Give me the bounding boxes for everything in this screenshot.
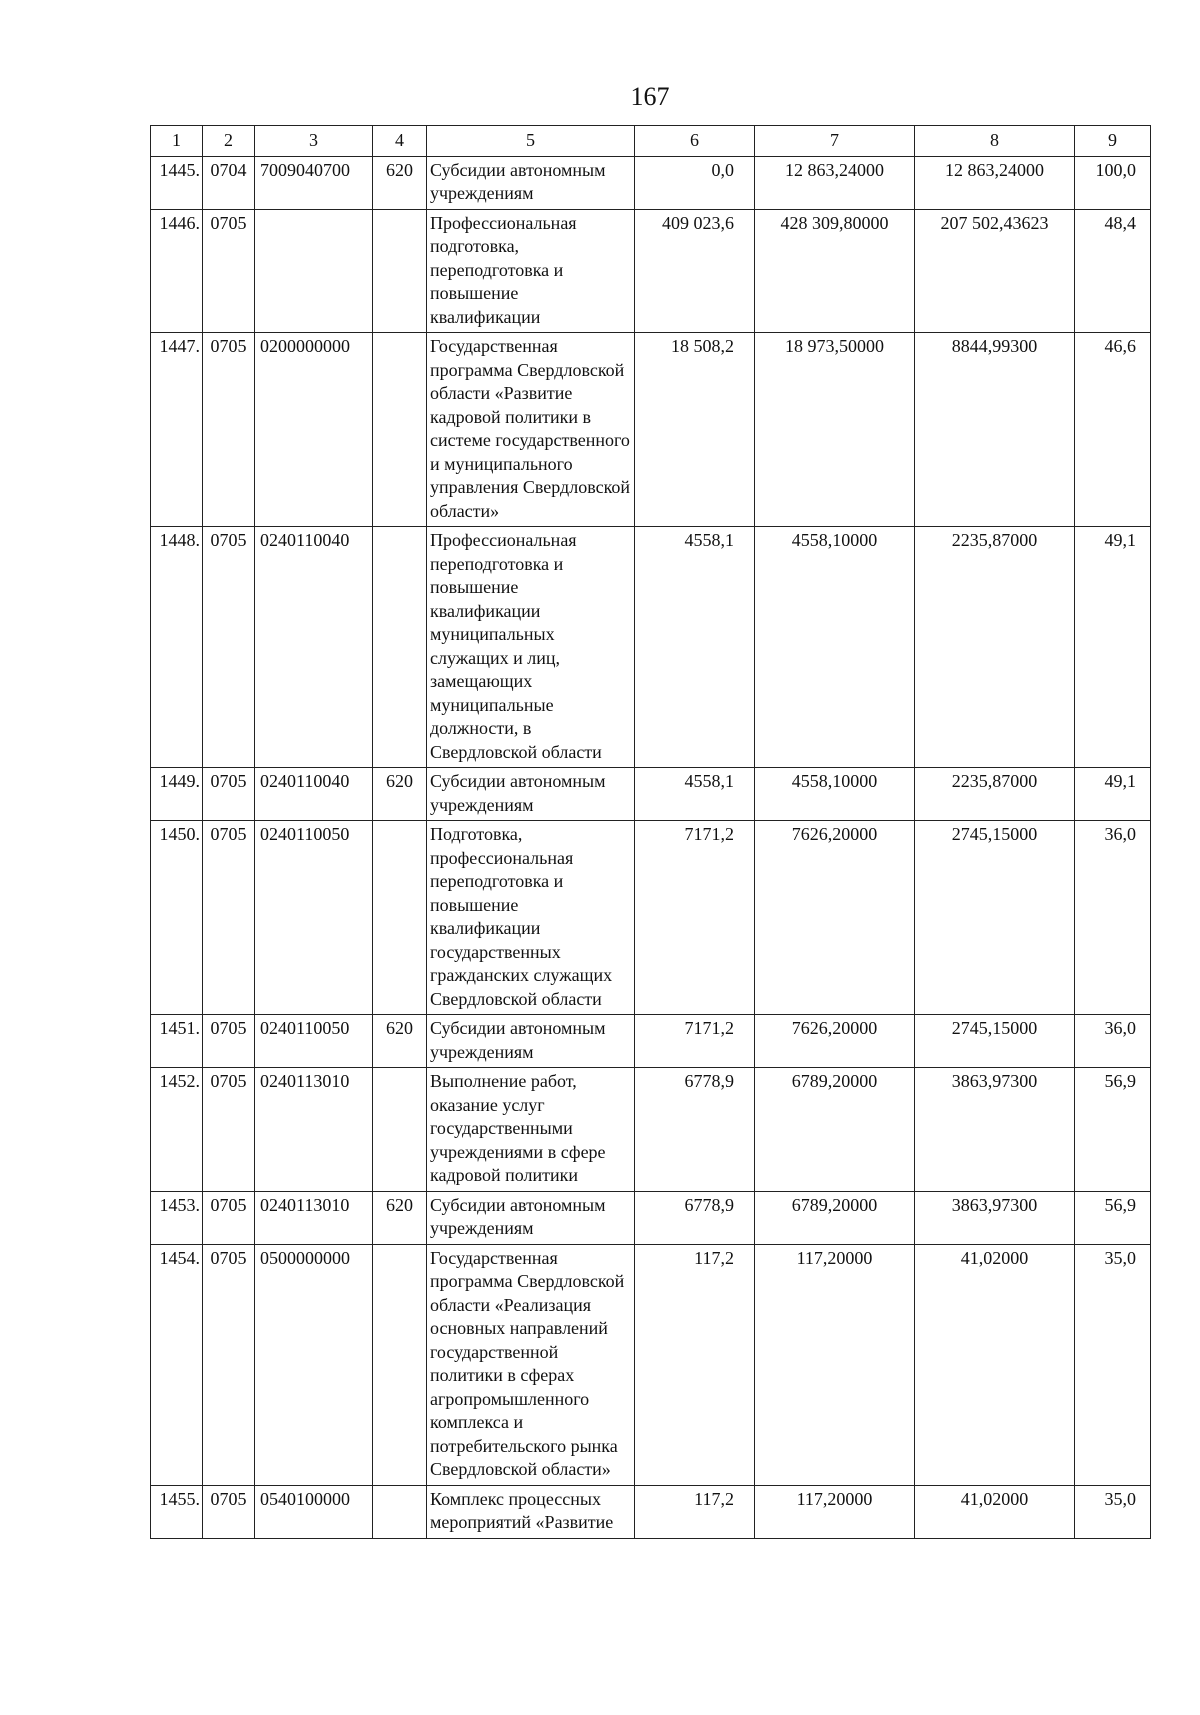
executed-amount: 12 863,24000 <box>915 156 1075 209</box>
row-number: 1446. <box>151 209 203 333</box>
section-code: 0705 <box>203 768 255 821</box>
executed-amount: 2235,87000 <box>915 527 1075 768</box>
expense-type-code: 620 <box>373 156 427 209</box>
expense-type-code <box>373 1068 427 1192</box>
expense-type-code: 620 <box>373 1015 427 1068</box>
planned-amount: 6789,20000 <box>755 1068 915 1192</box>
table-row <box>151 1068 1151 1192</box>
row-number: 1447. <box>151 333 203 527</box>
item-name: Государственная программа Свердловской области «Реализация основных направлений государственной политики в сферах агропромышленного комплекса и потребительского рынка Свердловской области» <box>427 1244 635 1485</box>
expense-type-code <box>373 209 427 333</box>
table-row <box>151 156 1151 209</box>
expense-type-code <box>373 1485 427 1538</box>
approved-amount: 409 023,6 <box>635 209 755 333</box>
section-code: 0705 <box>203 821 255 1015</box>
expense-type-code <box>373 333 427 527</box>
section-code: 0705 <box>203 1191 255 1244</box>
executed-amount: 2745,15000 <box>915 1015 1075 1068</box>
execution-percent: 56,9 <box>1075 1191 1151 1244</box>
planned-amount: 117,20000 <box>755 1485 915 1538</box>
execution-percent: 36,0 <box>1075 1015 1151 1068</box>
target-article-code: 0240110050 <box>255 1015 373 1068</box>
section-code: 0704 <box>203 156 255 209</box>
planned-amount: 428 309,80000 <box>755 209 915 333</box>
table-row <box>151 1191 1151 1244</box>
table-row <box>151 768 1151 821</box>
approved-amount: 7171,2 <box>635 1015 755 1068</box>
execution-percent: 56,9 <box>1075 1068 1151 1192</box>
row-number: 1453. <box>151 1191 203 1244</box>
expense-type-code <box>373 1244 427 1485</box>
row-number: 1455. <box>151 1485 203 1538</box>
item-name: Профессиональная переподготовка и повышение квалификации муниципальных служащих и лиц, замещающих муниципальные должности, в Свердловской области <box>427 527 635 768</box>
approved-amount: 4558,1 <box>635 527 755 768</box>
item-name: Профессиональная подготовка, переподготовка и повышение квалификации <box>427 209 635 333</box>
section-code: 0705 <box>203 1068 255 1192</box>
approved-amount: 0,0 <box>635 156 755 209</box>
column-header: 6 <box>635 126 755 157</box>
item-name: Комплекс процессных мероприятий «Развитие <box>427 1485 635 1538</box>
budget-table <box>150 125 1151 1539</box>
section-code: 0705 <box>203 1485 255 1538</box>
column-header: 1 <box>151 126 203 157</box>
executed-amount: 8844,99300 <box>915 333 1075 527</box>
section-code: 0705 <box>203 527 255 768</box>
section-code: 0705 <box>203 1015 255 1068</box>
column-header: 4 <box>373 126 427 157</box>
item-name: Субсидии автономным учреждениям <box>427 1015 635 1068</box>
planned-amount: 18 973,50000 <box>755 333 915 527</box>
expense-type-code <box>373 821 427 1015</box>
approved-amount: 7171,2 <box>635 821 755 1015</box>
executed-amount: 3863,97300 <box>915 1191 1075 1244</box>
table-row <box>151 821 1151 1015</box>
column-header: 7 <box>755 126 915 157</box>
planned-amount: 7626,20000 <box>755 1015 915 1068</box>
row-number: 1448. <box>151 527 203 768</box>
target-article-code: 0540100000 <box>255 1485 373 1538</box>
table-row <box>151 209 1151 333</box>
table-row <box>151 333 1151 527</box>
item-name: Государственная программа Свердловской области «Развитие кадровой политики в системе государственного и муниципального управления Свердловской области» <box>427 333 635 527</box>
row-number: 1445. <box>151 156 203 209</box>
planned-amount: 4558,10000 <box>755 527 915 768</box>
executed-amount: 41,02000 <box>915 1244 1075 1485</box>
expense-type-code: 620 <box>373 768 427 821</box>
executed-amount: 3863,97300 <box>915 1068 1075 1192</box>
row-number: 1451. <box>151 1015 203 1068</box>
executed-amount: 207 502,43623 <box>915 209 1075 333</box>
approved-amount: 6778,9 <box>635 1191 755 1244</box>
executed-amount: 2745,15000 <box>915 821 1075 1015</box>
section-code: 0705 <box>203 333 255 527</box>
target-article-code: 0200000000 <box>255 333 373 527</box>
expense-type-code: 620 <box>373 1191 427 1244</box>
column-header: 2 <box>203 126 255 157</box>
item-name: Субсидии автономным учреждениям <box>427 768 635 821</box>
item-name: Выполнение работ, оказание услуг государственными учреждениями в сфере кадровой политики <box>427 1068 635 1192</box>
planned-amount: 7626,20000 <box>755 821 915 1015</box>
section-code: 0705 <box>203 209 255 333</box>
executed-amount: 2235,87000 <box>915 768 1075 821</box>
table-row <box>151 1244 1151 1485</box>
planned-amount: 117,20000 <box>755 1244 915 1485</box>
row-number: 1454. <box>151 1244 203 1485</box>
approved-amount: 6778,9 <box>635 1068 755 1192</box>
target-article-code: 0240110050 <box>255 821 373 1015</box>
item-name: Подготовка, профессиональная переподготовка и повышение квалификации государственных гражданских служащих Свердловской области <box>427 821 635 1015</box>
page-number: 167 <box>630 82 670 111</box>
execution-percent: 36,0 <box>1075 821 1151 1015</box>
section-code: 0705 <box>203 1244 255 1485</box>
target-article-code: 0500000000 <box>255 1244 373 1485</box>
table-row <box>151 1015 1151 1068</box>
planned-amount: 6789,20000 <box>755 1191 915 1244</box>
planned-amount: 12 863,24000 <box>755 156 915 209</box>
column-header: 5 <box>427 126 635 157</box>
expense-type-code <box>373 527 427 768</box>
table-row <box>151 527 1151 768</box>
target-article-code: 0240113010 <box>255 1191 373 1244</box>
execution-percent: 35,0 <box>1075 1485 1151 1538</box>
execution-percent: 49,1 <box>1075 768 1151 821</box>
column-header: 9 <box>1075 126 1151 157</box>
target-article-code: 0240110040 <box>255 527 373 768</box>
execution-percent: 49,1 <box>1075 527 1151 768</box>
target-article-code: 7009040700 <box>255 156 373 209</box>
row-number: 1452. <box>151 1068 203 1192</box>
row-number: 1449. <box>151 768 203 821</box>
target-article-code <box>255 209 373 333</box>
approved-amount: 117,2 <box>635 1244 755 1485</box>
approved-amount: 4558,1 <box>635 768 755 821</box>
header-row <box>151 126 1151 157</box>
execution-percent: 35,0 <box>1075 1244 1151 1485</box>
planned-amount: 4558,10000 <box>755 768 915 821</box>
execution-percent: 100,0 <box>1075 156 1151 209</box>
item-name: Субсидии автономным учреждениям <box>427 156 635 209</box>
target-article-code: 0240110040 <box>255 768 373 821</box>
approved-amount: 18 508,2 <box>635 333 755 527</box>
column-header: 3 <box>255 126 373 157</box>
executed-amount: 41,02000 <box>915 1485 1075 1538</box>
table-row <box>151 1485 1151 1538</box>
row-number: 1450. <box>151 821 203 1015</box>
execution-percent: 46,6 <box>1075 333 1151 527</box>
execution-percent: 48,4 <box>1075 209 1151 333</box>
column-header: 8 <box>915 126 1075 157</box>
approved-amount: 117,2 <box>635 1485 755 1538</box>
item-name: Субсидии автономным учреждениям <box>427 1191 635 1244</box>
target-article-code: 0240113010 <box>255 1068 373 1192</box>
